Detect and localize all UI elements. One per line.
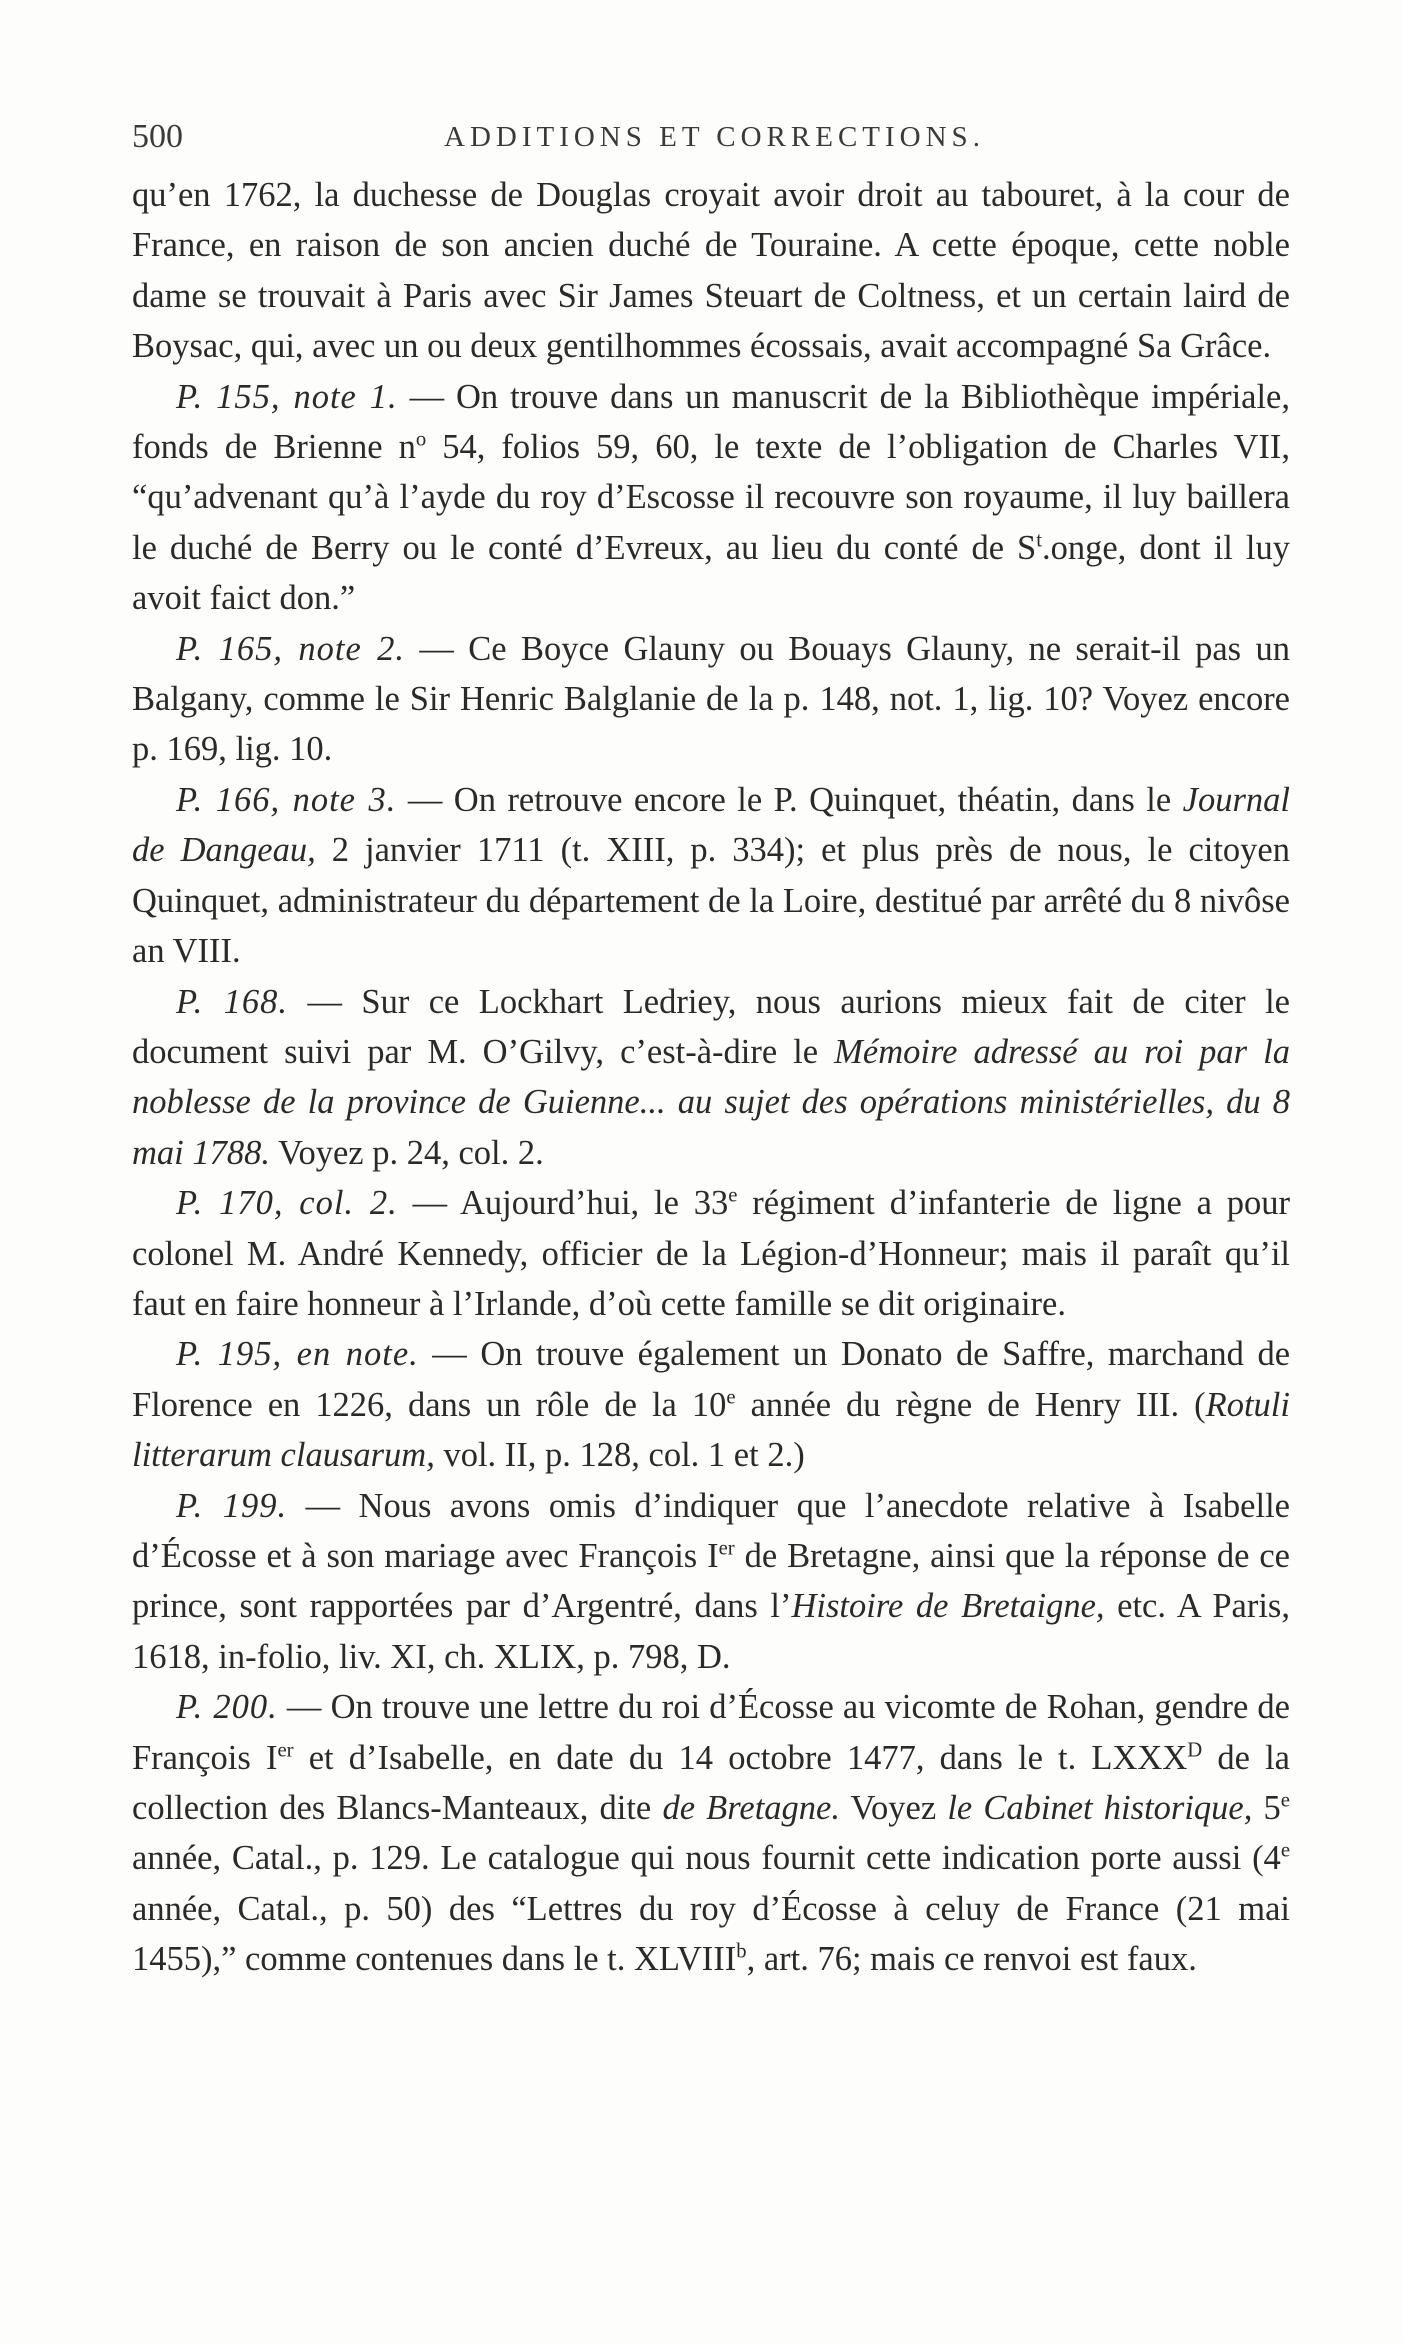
note-p195: [132, 1329, 1290, 1480]
note-text: 2 janvier 1711 (t. XIII, p. 334); et plus près de nous, le citoyen Quinquet, administrateur du département de la Loire, destitué par arrêté du 8 nivôse an VIII.: [132, 831, 1290, 971]
superscript: b: [736, 1940, 747, 1963]
note-text: — On trouve dans un manuscrit de la Bibliothèque impériale, fonds de Brienne n: [132, 377, 1290, 467]
note-ref: P. 166, note 3.: [176, 780, 397, 819]
cited-title: Journal de Dangeau,: [132, 780, 1290, 870]
note-text: de la collection des Blancs-Manteaux, dite: [132, 1738, 1290, 1827]
intro-paragraph: qu’en 1762, la duchesse de Douglas croyait avoir droit au tabouret, à la cour de France, en raison de son ancien duché de Touraine. A cette époque, cette noble dame se trouvait à Paris avec Sir James Steuart de Coltness, et un certain laird de Boysac, qui, avec un ou deux gentilhommes écossais, avait accompagné Sa Grâce.: [132, 176, 1290, 366]
note-text: — On trouve également un Donato de Saffre, marchand de Florence en 1226, dans un rôle de la 10: [132, 1335, 1291, 1424]
note-ref: P. 200.: [176, 1688, 278, 1727]
running-title: ADDITIONS ET CORRECTIONS.: [444, 121, 985, 153]
note-text: régiment d’infanterie de ligne a pour colonel M. André Kennedy, officier de la Légion-d’Honneur; mais il paraît qu’il faut en faire honneur à l’Irlande, d’où cette famille se dit originaire.: [132, 1184, 1290, 1323]
superscript: er: [277, 1739, 294, 1762]
note-text: 5: [1252, 1789, 1281, 1827]
note-ref: P. 195, en note.: [176, 1335, 419, 1374]
note-text: Voyez p. 24, col. 2.: [270, 1133, 544, 1172]
note-ref: P. 199.: [176, 1486, 288, 1525]
note-text: — On retrouve encore le P. Quinquet, théatin, dans le: [396, 780, 1183, 819]
note-text: de Bretagne, ainsi que la réponse de ce prince, sont rapportées par d’Argentré, dans l’: [132, 1536, 1290, 1626]
note-text: .onge, dont il luy avoit faict don.”: [132, 528, 1290, 618]
note-ref: P. 170, col. 2.: [176, 1184, 398, 1223]
note-p165: [132, 624, 1290, 775]
superscript: er: [718, 1537, 735, 1560]
note-text: année du règne de Henry III. (: [735, 1385, 1206, 1424]
note-text: etc. A Paris, 1618, in-folio, liv. XI, ch. XLIX, p. 798, D.: [132, 1587, 1290, 1676]
note-text: Voyez: [839, 1789, 948, 1827]
body-text: [132, 170, 1290, 1985]
note-text: vol. II, p. 128, col. 1 et 2.): [434, 1436, 805, 1475]
note-text: — Aujourd’hui, le 33: [397, 1184, 729, 1223]
note-p200: [132, 1682, 1290, 1984]
superscript: e: [726, 1386, 736, 1409]
superscript: e: [1280, 1789, 1290, 1812]
superscript: e: [1280, 1839, 1290, 1862]
note-text: — Nous avons omis d’indiquer que l’anecdote relative à Isabelle d’Écosse et à son mariage avec François I: [132, 1486, 1290, 1575]
page-number: 500: [132, 118, 183, 155]
note-ref: P. 155, note 1.: [176, 377, 398, 416]
running-head: [132, 112, 1292, 162]
cited-title: Histoire de Bretaigne,: [791, 1587, 1105, 1626]
note-text: année, Catal., p. 129. Le catalogue qui nous fournit cette indication porte aussi (4: [132, 1839, 1281, 1878]
superscript: D: [1187, 1739, 1203, 1762]
superscript: e: [728, 1184, 738, 1207]
note-text: et d’Isabelle, en date du 14 octobre 1477, dans le t. LXXX: [293, 1738, 1188, 1777]
note-p168: [132, 977, 1290, 1179]
note-ref: P. 168.: [176, 982, 289, 1021]
cited-title: de Bretagne.: [662, 1789, 840, 1827]
note-p170: [132, 1178, 1290, 1329]
note-p155: [132, 372, 1290, 624]
note-text: 54, folios 59, 60, le texte de l’obligation de Charles VII, “qu’advenant qu’à l’ayde du roy d’Escosse il recouvre son royaume, il luy baillera le duché de Berry ou le conté d’Evreux, au lieu du conté de S: [132, 428, 1290, 567]
note-p199: [132, 1481, 1290, 1683]
note-ref: P. 165, note 2.: [176, 629, 406, 668]
cited-title: Mémoire adressé au roi par la noblesse de la province de Guienne... au sujet des opérations ministérielles, du 8 mai 1788.: [132, 1032, 1290, 1172]
note-p166: [132, 775, 1290, 977]
cited-title: le Cabinet historique,: [947, 1789, 1253, 1827]
cited-title: Rotuli litterarum clausarum,: [132, 1385, 1290, 1475]
note-text: — Sur ce Lockhart Ledriey, nous aurions mieux fait de citer le document suivi par M. O’Gilvy, c’est-à-dire le: [132, 982, 1290, 1071]
note-text: — Ce Boyce Glauny ou Bouays Glauny, ne serait-il pas un Balgany, comme le Sir Henric Balglanie de la p. 148, not. 1, lig. 10? Voyez encore p. 169, lig. 10.: [132, 629, 1290, 769]
note-text: , art. 76; mais ce renvoi est faux.: [746, 1940, 1197, 1979]
note-text: année, Catal., p. 50) des “Lettres du roy d’Écosse à celuy de France (21 mai 1455),” comme contenues dans le t. XLVIII: [132, 1889, 1290, 1979]
superscript: t: [1036, 529, 1042, 552]
note-text: — On trouve une lettre du roi d’Écosse au vicomte de Rohan, gendre de François I: [132, 1688, 1290, 1777]
superscript: o: [415, 428, 427, 451]
